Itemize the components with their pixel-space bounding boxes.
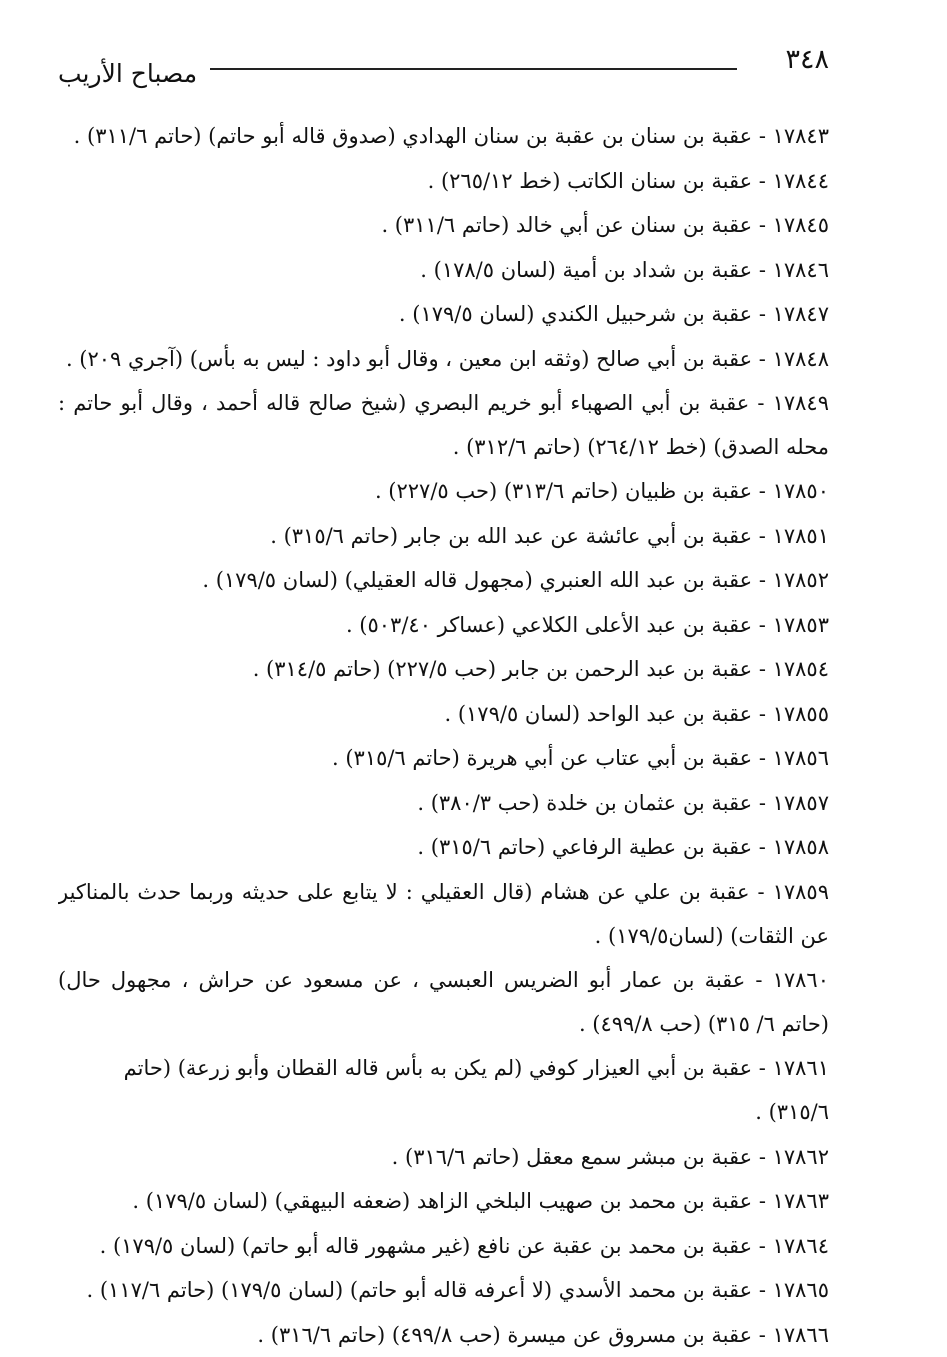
entry-text: - عقبة بن عبد الأعلى الكلاعي (عساكر ٥٠٣/٤٠) .: [346, 613, 773, 637]
entry: [58, 736, 829, 781]
entry-number: ١٧٨٦٤: [773, 1234, 829, 1258]
entry: [58, 1268, 829, 1313]
entry: [58, 870, 829, 958]
entry: [58, 958, 829, 1046]
entry-text: - عقبة بن أبي صالح (وثقه ابن معين ، وقال أبو داود : ليس به بأس) (آجري ٢٠٩) .: [66, 347, 773, 371]
entry: [58, 203, 829, 248]
entry: [58, 1313, 829, 1357]
entry-text: - عقبة بن عبد الله العنبري (مجهول قاله العقيلي) (لسان ١٧٩/٥) .: [202, 568, 772, 592]
entry-text: - عقبة بن محمد الأسدي (لا أعرفه قاله أبو حاتم) (لسان ١٧٩/٥) (حاتم ١١٧/٦) .: [87, 1278, 773, 1302]
entry-text: - عقبة بن ظبيان (حاتم ٣١٣/٦) (حب ٢٢٧/٥) .: [375, 479, 773, 503]
entry-text: - عقبة بن علي عن هشام (قال العقيلي : لا يتابع على حديثه وربما حدث بالمناكير عن الثقات) (لسان١٧٩/٥) .: [58, 880, 829, 948]
entry-number: ١٧٨٥٤: [773, 657, 829, 681]
entry-text: - عقبة بن أبي الصهباء أبو خريم البصري (شيخ صالح قاله أحمد ، وقال أبو حاتم : محله الصدق) (خط ٢٦٤/١٢) (حاتم ٣١٢/٦) .: [58, 391, 829, 459]
entry-number: ١٧٨٥٢: [773, 568, 829, 592]
entry: [58, 1179, 829, 1224]
entry-number: ١٧٨٤٧: [773, 302, 829, 326]
entry-number: ١٧٨٥١: [773, 524, 829, 548]
entry: [58, 337, 829, 382]
page-header: [58, 42, 829, 90]
entry: [58, 1046, 829, 1135]
book-title: مصباح الأريب: [58, 56, 197, 92]
entry-text: - عقبة بن عطية الرفاعي (حاتم ٣١٥/٦) .: [417, 835, 772, 859]
entry-text: - عقبة بن مسروق عن ميسرة (حب ٤٩٩/٨) (حاتم ٣١٦/٦) .: [257, 1323, 772, 1347]
entry-text: - عقبة بن سنان عن أبي خالد (حاتم ٣١١/٦) .: [381, 213, 772, 237]
entry-number: ١٧٨٤٤: [773, 169, 829, 193]
entry-text: - عقبة بن شرحبيل الكندي (لسان ١٧٩/٥) .: [399, 302, 773, 326]
entry: [58, 558, 829, 603]
entry: [58, 248, 829, 293]
entry-list: [58, 114, 829, 1357]
entry-number: ١٧٨٤٨: [773, 347, 829, 371]
entry-number: ١٧٨٥٠: [773, 479, 829, 503]
entry-text: - عقبة بن محمد بن صهيب البلخي الزاهد (ضعفه البيهقي) (لسان ١٧٩/٥) .: [132, 1189, 772, 1213]
entry: [58, 469, 829, 514]
entry: [58, 514, 829, 559]
entry-text: - عقبة بن عبد الواحد (لسان ١٧٩/٥) .: [444, 702, 772, 726]
entry-number: ١٧٨٦٠: [773, 968, 829, 992]
entry: [58, 159, 829, 204]
entry-number: ١٧٨٥٨: [773, 835, 829, 859]
entry-text: - عقبة بن عبد الرحمن بن جابر (حب ٢٢٧/٥) (حاتم ٣١٤/٥) .: [253, 657, 773, 681]
entry: [58, 692, 829, 737]
entry: [58, 603, 829, 648]
entry: [58, 781, 829, 826]
entry-number: ١٧٨٤٥: [773, 213, 829, 237]
entry-number: ١٧٨٦٦: [773, 1323, 829, 1347]
entry: [58, 1135, 829, 1180]
entry-number: ١٧٨٥٩: [773, 880, 829, 904]
entry-text: - عقبة بن عثمان بن خلدة (حب ٣٨٠/٣) .: [417, 791, 772, 815]
entry: [58, 114, 829, 159]
entry-text: - عقبة بن مبشر سمع معقل (حاتم ٣١٦/٦) .: [392, 1145, 773, 1169]
entry-text: - عقبة بن شداد بن أمية (لسان ١٧٨/٥) .: [420, 258, 772, 282]
entry-number: ١٧٨٦٢: [773, 1145, 829, 1169]
entry-text: - عقبة بن محمد بن عقبة عن نافع (غير مشهور قاله أبو حاتم) (لسان ١٧٩/٥) .: [100, 1234, 773, 1258]
entry-text: - عقبة بن أبي العيزار كوفي (لم يكن به بأس قاله القطان وأبو زرعة) (حاتم ٣١٥/٦) .: [124, 1056, 829, 1125]
entry-number: ١٧٨٤٩: [773, 391, 829, 415]
entry-number: ١٧٨٥٧: [773, 791, 829, 815]
entry-number: ١٧٨٦٣: [773, 1189, 829, 1213]
header-rule: [210, 68, 737, 70]
entry-number: ١٧٨٥٣: [773, 613, 829, 637]
entry-number: ١٧٨٥٦: [773, 746, 829, 770]
entry-number: ١٧٨٦١: [773, 1056, 829, 1080]
entry-text: - عقبة بن عمار أبو الضريس العبسي ، عن مسعود عن حراش ، مجهول حال) (حاتم ٦/ ٣١٥) (حب ٤٩٩/٨) .: [58, 968, 829, 1036]
entry-number: ١٧٨٤٦: [773, 258, 829, 282]
entry-text: - عقبة بن سنان الكاتب (خط ٢٦٥/١٢) .: [428, 169, 773, 193]
entry-text: - عقبة بن سنان بن عقبة بن سنان الهدادي (صدوق قاله أبو حاتم) (حاتم ٣١١/٦) .: [74, 124, 773, 148]
entry-number: ١٧٨٦٥: [773, 1278, 829, 1302]
entry-number: ١٧٨٥٥: [773, 702, 829, 726]
entry-number: ١٧٨٤٣: [773, 124, 829, 148]
page-number: ٣٤٨: [785, 42, 829, 78]
entry-text: - عقبة بن أبي عتاب عن أبي هريرة (حاتم ٣١٥/٦) .: [332, 746, 773, 770]
entry: [58, 292, 829, 337]
entry: [58, 647, 829, 692]
entry-text: - عقبة بن أبي عائشة عن عبد الله بن جابر (حاتم ٣١٥/٦) .: [270, 524, 772, 548]
entry: [58, 825, 829, 870]
entry: [58, 381, 829, 469]
entry: [58, 1224, 829, 1269]
